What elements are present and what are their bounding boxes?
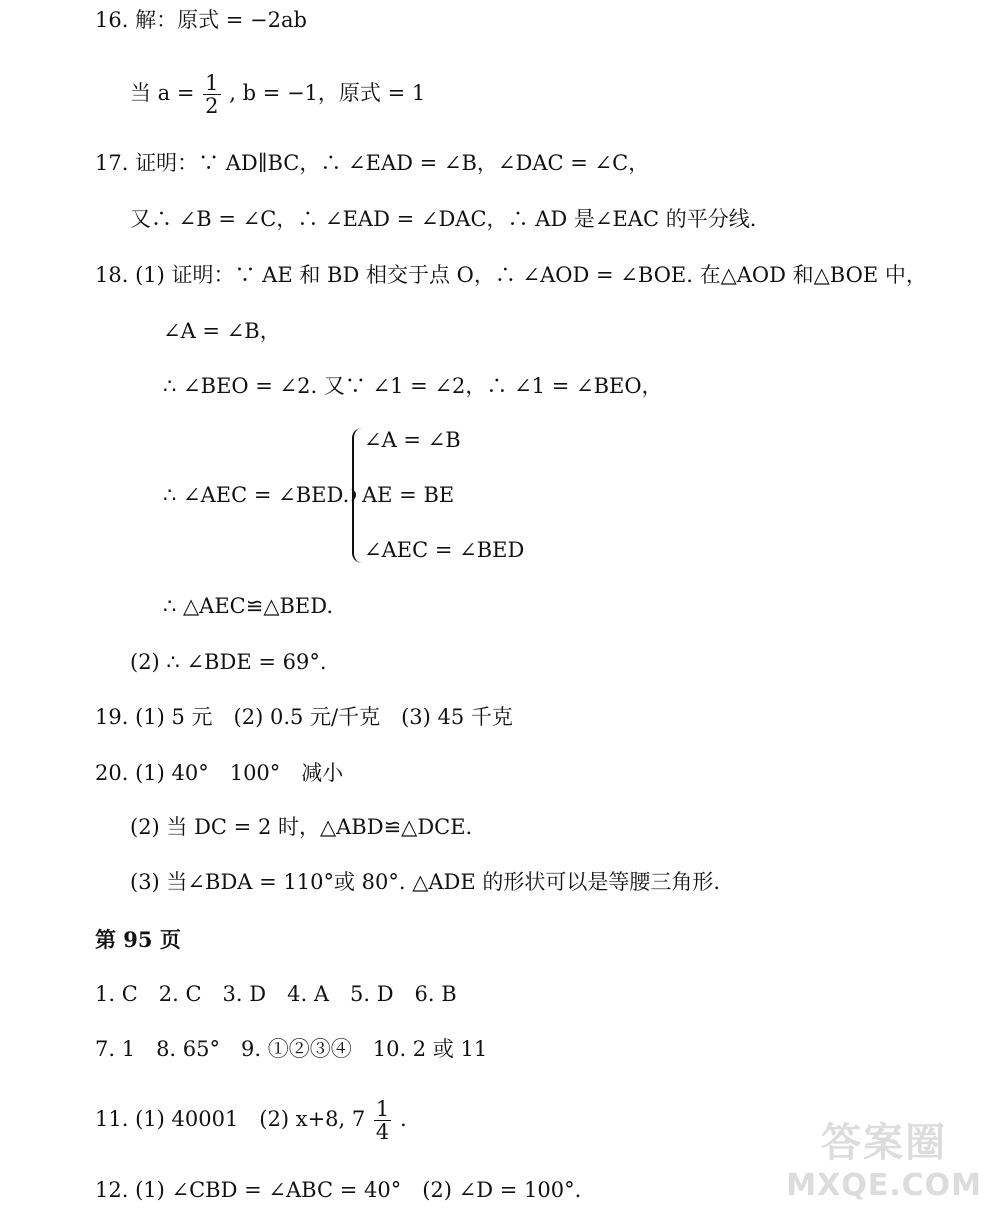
text-segment: 11. (1) 40001 (2) x+8, 7 (95, 1107, 366, 1132)
page-heading: 第 95 页 (95, 927, 181, 952)
text-segment: . (399, 1107, 407, 1132)
answer-20-line-3: (3) 当∠BDA = 110°或 80°. △ADE 的形状可以是等腰三角形. (130, 870, 721, 894)
answer-18-line-4: ∴ ∠AEC = ∠BED. (163, 483, 350, 507)
fraction (374, 1098, 391, 1143)
text-segment: , b = −1，原式 = 1 (229, 81, 426, 106)
system-brace-tip (344, 489, 356, 501)
watermark-url: MXQE.COM (786, 1168, 982, 1203)
fraction-denominator: 2 (205, 94, 219, 119)
answer-18-line-5: ∴ △AEC≌△BED. (163, 594, 334, 618)
answer-18-line-3: ∴ ∠BEO = ∠2. 又∵ ∠1 = ∠2，∴ ∠1 = ∠BEO， (163, 374, 663, 398)
answer-11 (95, 1098, 407, 1143)
answer-17-line-2: 又∴ ∠B = ∠C，∴ ∠EAD = ∠DAC，∴ AD 是∠EAC 的平分线. (130, 207, 757, 231)
system-condition-1: ∠A = ∠B (364, 428, 461, 452)
fill-in-answers: 7. 1 8. 65° 9. ①②③④ 10. 2 或 11 (95, 1037, 488, 1061)
fraction-denominator: 4 (375, 1120, 390, 1145)
answer-18-line-2: ∠A = ∠B， (163, 319, 281, 343)
answer-16-line-2 (130, 72, 425, 117)
answer-18-part-2: (2) ∴ ∠BDE = 69°. (130, 650, 327, 674)
answer-12: 12. (1) ∠CBD = ∠ABC = 40° (2) ∠D = 100°. (95, 1178, 582, 1202)
answer-18-line-1: 18. (1) 证明：∵ AE 和 BD 相交于点 O，∴ ∠AOD = ∠BOE. 在△AOD 和△BOE 中， (95, 263, 927, 287)
answer-20-line-2: (2) 当 DC = 2 时，△ABD≌△DCE. (130, 815, 473, 839)
fraction-numerator: 1 (205, 71, 219, 95)
fraction (203, 72, 220, 117)
fraction-numerator: 1 (375, 1097, 390, 1121)
system-condition-2: AE = BE (362, 483, 455, 507)
watermark-logo-text: 答案圈 (821, 1120, 948, 1166)
system-condition-3: ∠AEC = ∠BED (364, 538, 525, 562)
multiple-choice-answers: 1. C 2. C 3. D 4. A 5. D 6. B (95, 982, 457, 1006)
watermark (786, 1111, 982, 1203)
answer-16-line-1: 16. 解：原式 = −2ab (95, 8, 307, 32)
text-segment: 当 a = (130, 81, 195, 106)
answer-19: 19. (1) 5 元 (2) 0.5 元/千克 (3) 45 千克 (95, 705, 513, 729)
answer-20-line-1: 20. (1) 40° 100° 减小 (95, 761, 344, 785)
answer-17-line-1: 17. 证明：∵ AD∥BC，∴ ∠EAD = ∠B，∠DAC = ∠C， (95, 151, 650, 175)
